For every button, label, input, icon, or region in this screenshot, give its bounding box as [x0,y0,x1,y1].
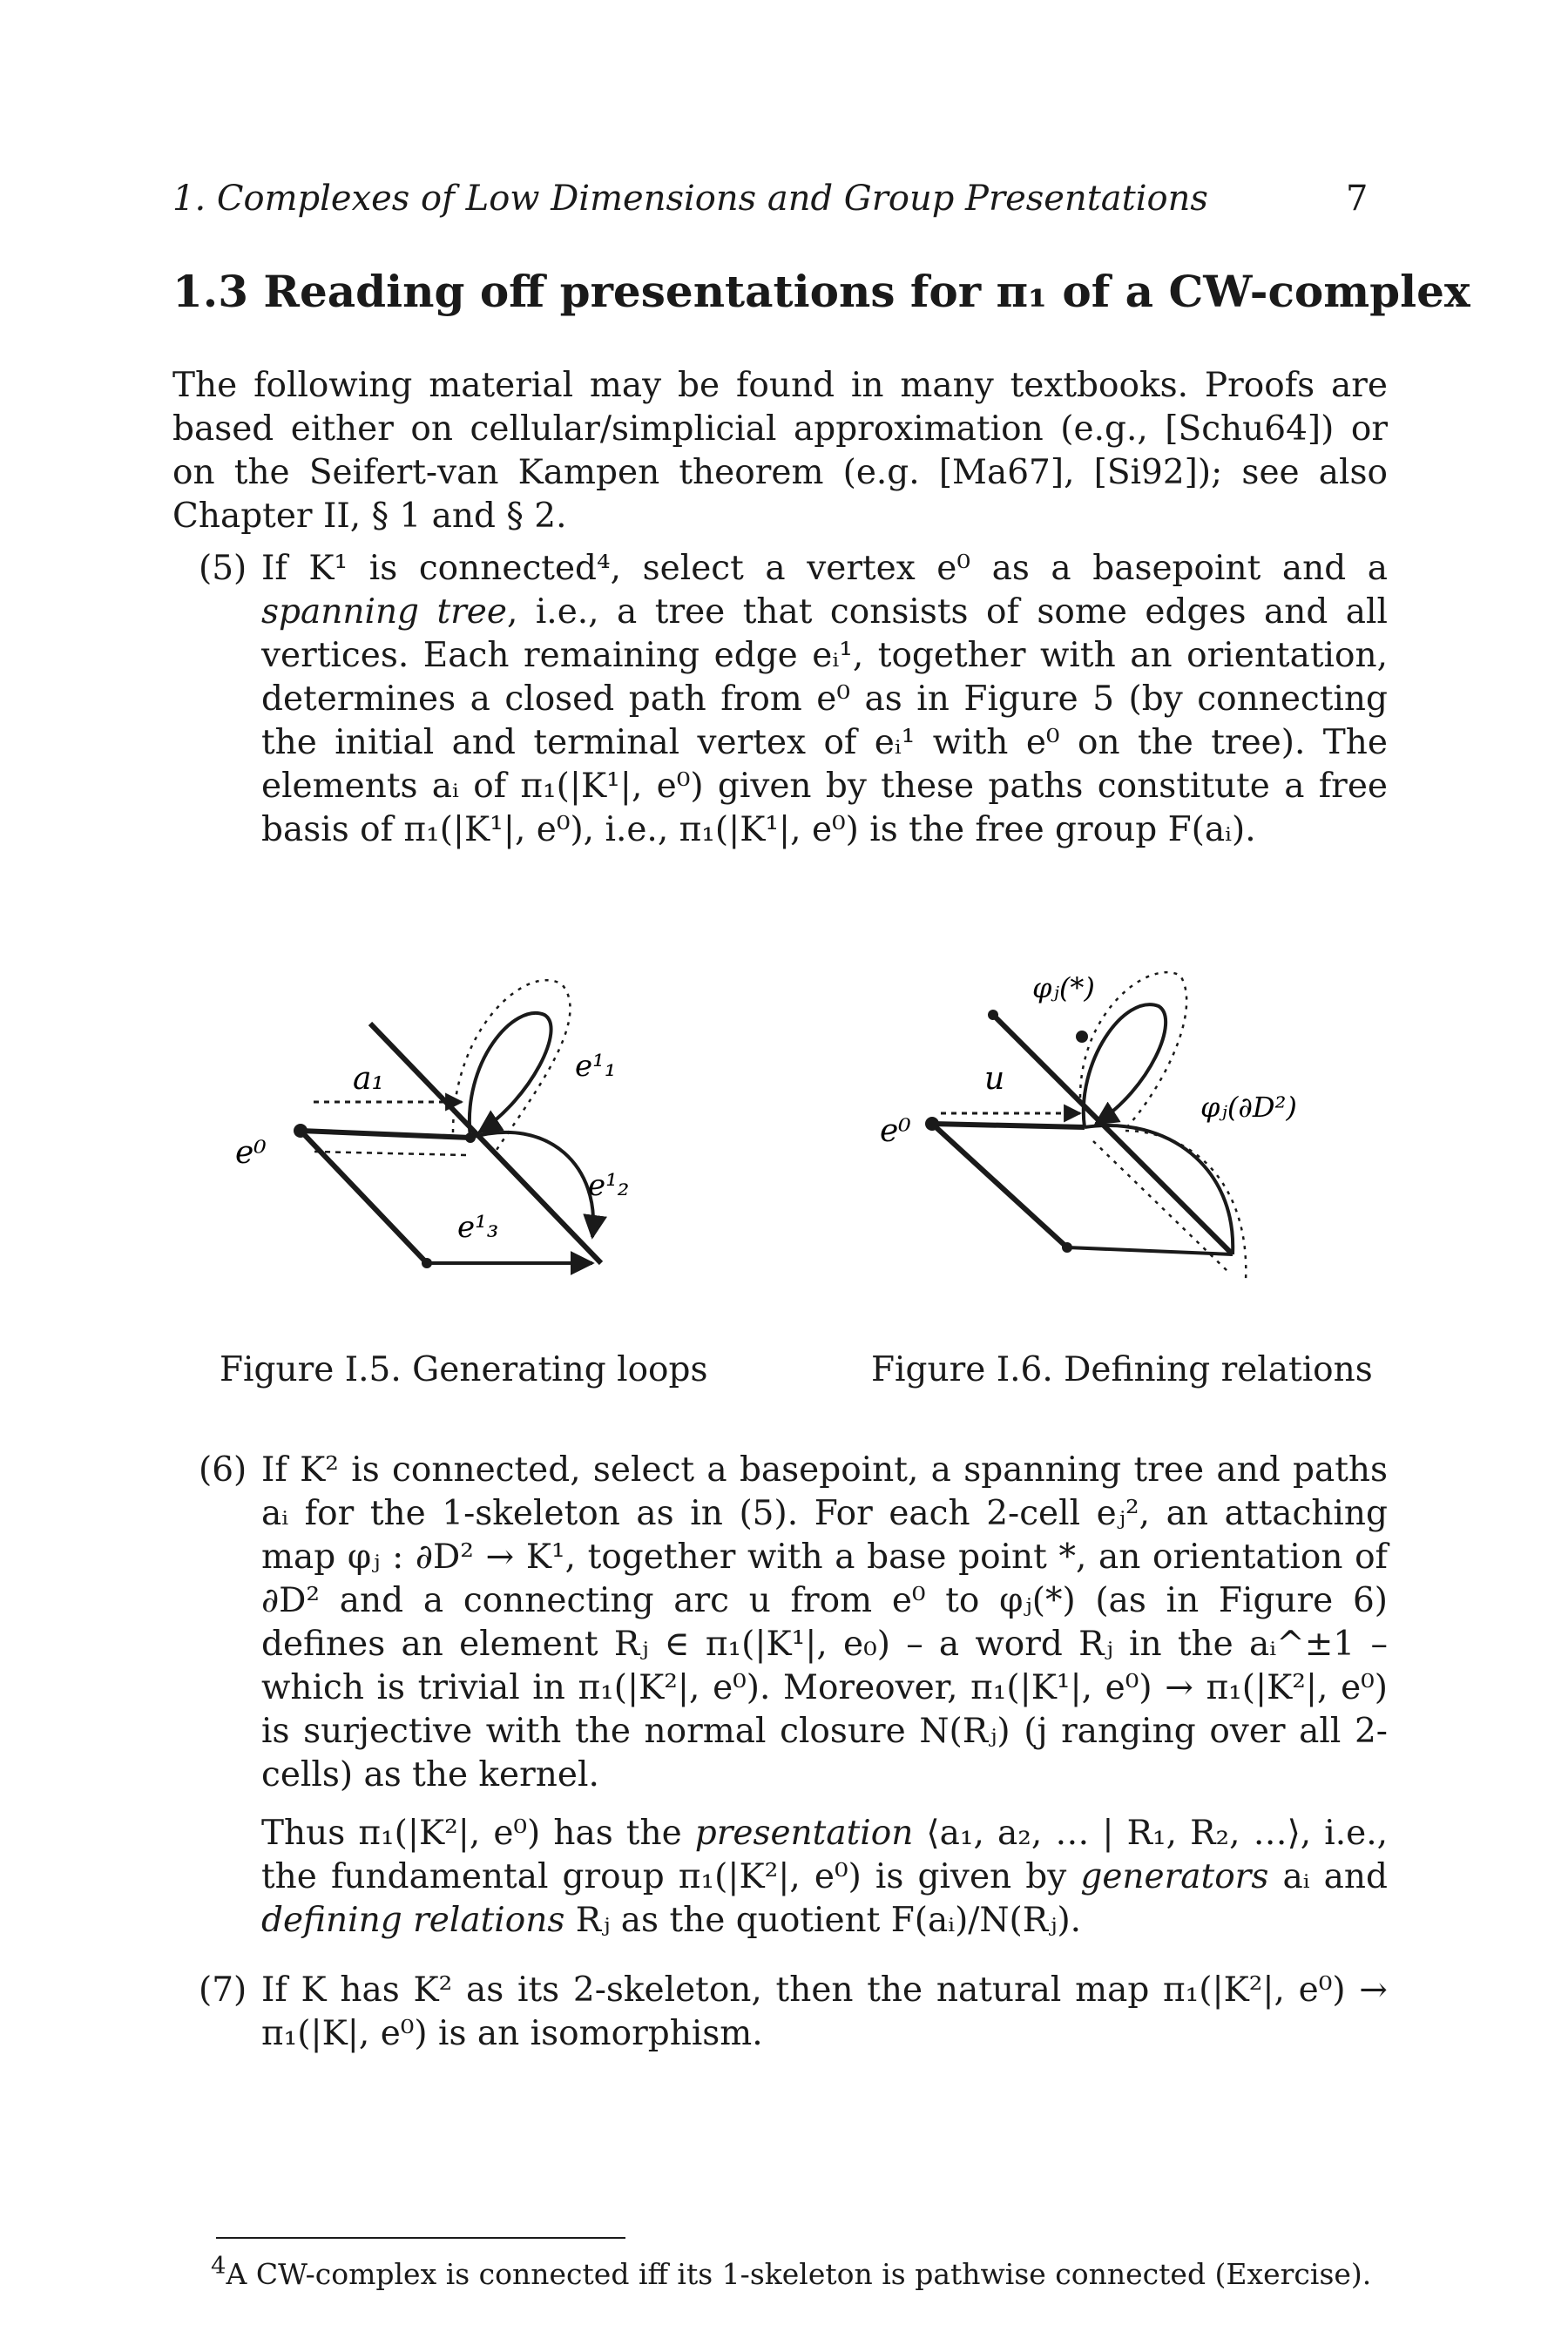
thus-emphasis-relations: defining relations [261,1901,565,1940]
thus-text-1: Thus π₁(|K²|, e⁰) has the [261,1814,695,1853]
fig6-diagonal-edge [993,1015,1233,1254]
page-number: 7 [1346,179,1369,219]
fig6-vertex-e0 [925,1117,939,1131]
footnote-text: A CW-complex is connected iff its 1-skeleton is pathwise connected (Exercise). [226,2257,1372,2291]
figure-5-diagram [218,923,671,1307]
footnote-marker: 4 [211,2252,226,2280]
item-5-text-a: If K¹ is connected⁴, select a vertex e⁰ as a basepoint and a [261,549,1388,588]
item-7-label: (7) [199,1970,247,2010]
thus-text-3: aᵢ and [1268,1857,1388,1896]
thus-paragraph [261,1812,1388,1943]
fig6-vertex-star [1076,1031,1088,1043]
thus-text-4: Rⱼ as the quotient F(aᵢ)/N(Rⱼ). [564,1901,1082,1940]
item-7-text: If K has K² as its 2-skeleton, then the natural map π₁(|K²|, e⁰) → π₁(|K|, e⁰) is an isomorphism. [261,1970,1388,2053]
thus-emphasis-presentation: presentation [694,1814,914,1853]
fig5-label-e0: e⁰ [235,1135,267,1171]
item-6-text: If K² is connected, select a basepoint, a spanning tree and paths aᵢ for the 1-skeleton as in (5). For each 2-cell eⱼ², an attaching map φⱼ : ∂D² → K¹, together with a base point *, an orientation of ∂D² and a connecting arc u from e⁰ to φⱼ(*) (as in Figure 6) defines an element Rⱼ ∈ π₁(|K¹|, e₀) – a word Rⱼ in the aᵢ^±1 – which is trivial in π₁(|K²|, e⁰). Moreover, π₁(|K¹|, e⁰) → π₁(|K²|, e⁰) is surjective with the normal closure N(Rⱼ) (j ranging over all 2-cells) as the kernel. [261,1450,1388,1794]
thus-emphasis-generators: generators [1080,1857,1269,1896]
figure-6-diagram [862,923,1350,1307]
intro-paragraph: The following material may be found in many textbooks. Proofs are based either on cellular/simplicial approximation (e.g., [Schu64]) or on the Seifert-van Kampen theorem (e.g. [Ma67], [Si92]); see also Chapter II, § 1 and § 2. [172,366,1388,536]
item-5-text [261,547,1388,852]
fig5-label-e13: e¹₃ [457,1210,499,1245]
fig5-vertex-center [465,1132,476,1143]
fig6-loop [1084,1004,1166,1127]
fig5-dashed-return [314,1152,466,1155]
footnote [211,2252,1387,2291]
fig6-label-phi-dD2: φⱼ(∂D²) [1200,1091,1297,1124]
fig5-label-e12: e¹₂ [588,1168,630,1203]
fig6-label-u: u [984,1061,1005,1097]
fig6-tree-edge-left [932,1124,1067,1247]
footnote-rule [216,2237,625,2239]
fig5-loop-e11 [470,1013,551,1138]
fig6-tree-edge-top [932,1124,1085,1127]
section-title: 1.3 Reading off presentations for π₁ of a CW-complex [172,266,1470,317]
fig5-tree-edge-top [301,1131,470,1138]
item-5-text-b: , i.e., a tree that consists of some edges and all vertices. Each remaining edge eᵢ¹, together with an orientation, determines a closed path from e⁰ as in Figure 5 (by connecting the initial and terminal vertex of eᵢ¹ with e⁰ on the tree). The elements aᵢ of π₁(|K¹|, e⁰) given by these paths constitute a free basis of π₁(|K¹|, e⁰), i.e., π₁(|K¹|, e⁰) is the free group F(aᵢ). [261,592,1388,849]
figure-6-caption: Figure I.6. Defining relations [871,1350,1373,1389]
fig6-label-e0: e⁰ [880,1113,911,1149]
item-5-emphasis: spanning tree [261,592,507,632]
item-5-label: (5) [199,549,247,588]
item-6-label: (6) [199,1450,247,1490]
fig5-vertex-e0 [294,1124,308,1138]
running-header: 1. Complexes of Low Dimensions and Group Presentations [172,179,1208,219]
fig5-label-e11: e¹₁ [575,1049,617,1084]
fig5-label-a1: a₁ [353,1061,384,1097]
fig5-tree-edge-left [301,1131,427,1263]
fig5-vertex-bottom [422,1258,432,1268]
figure-5-caption: Figure I.5. Generating loops [220,1350,708,1389]
thus-text-2: ⟨a₁, a₂, … | R₁, R₂, …⟩, i.e., the fundamental group π₁(|K²|, e⁰) is given by [261,1814,1388,1896]
fig6-edge-bottom [1067,1247,1233,1254]
fig6-vertex-bottom [1062,1242,1072,1253]
fig6-vertex-top [988,1010,998,1020]
fig6-label-phi-star: φⱼ(*) [1032,971,1095,1004]
